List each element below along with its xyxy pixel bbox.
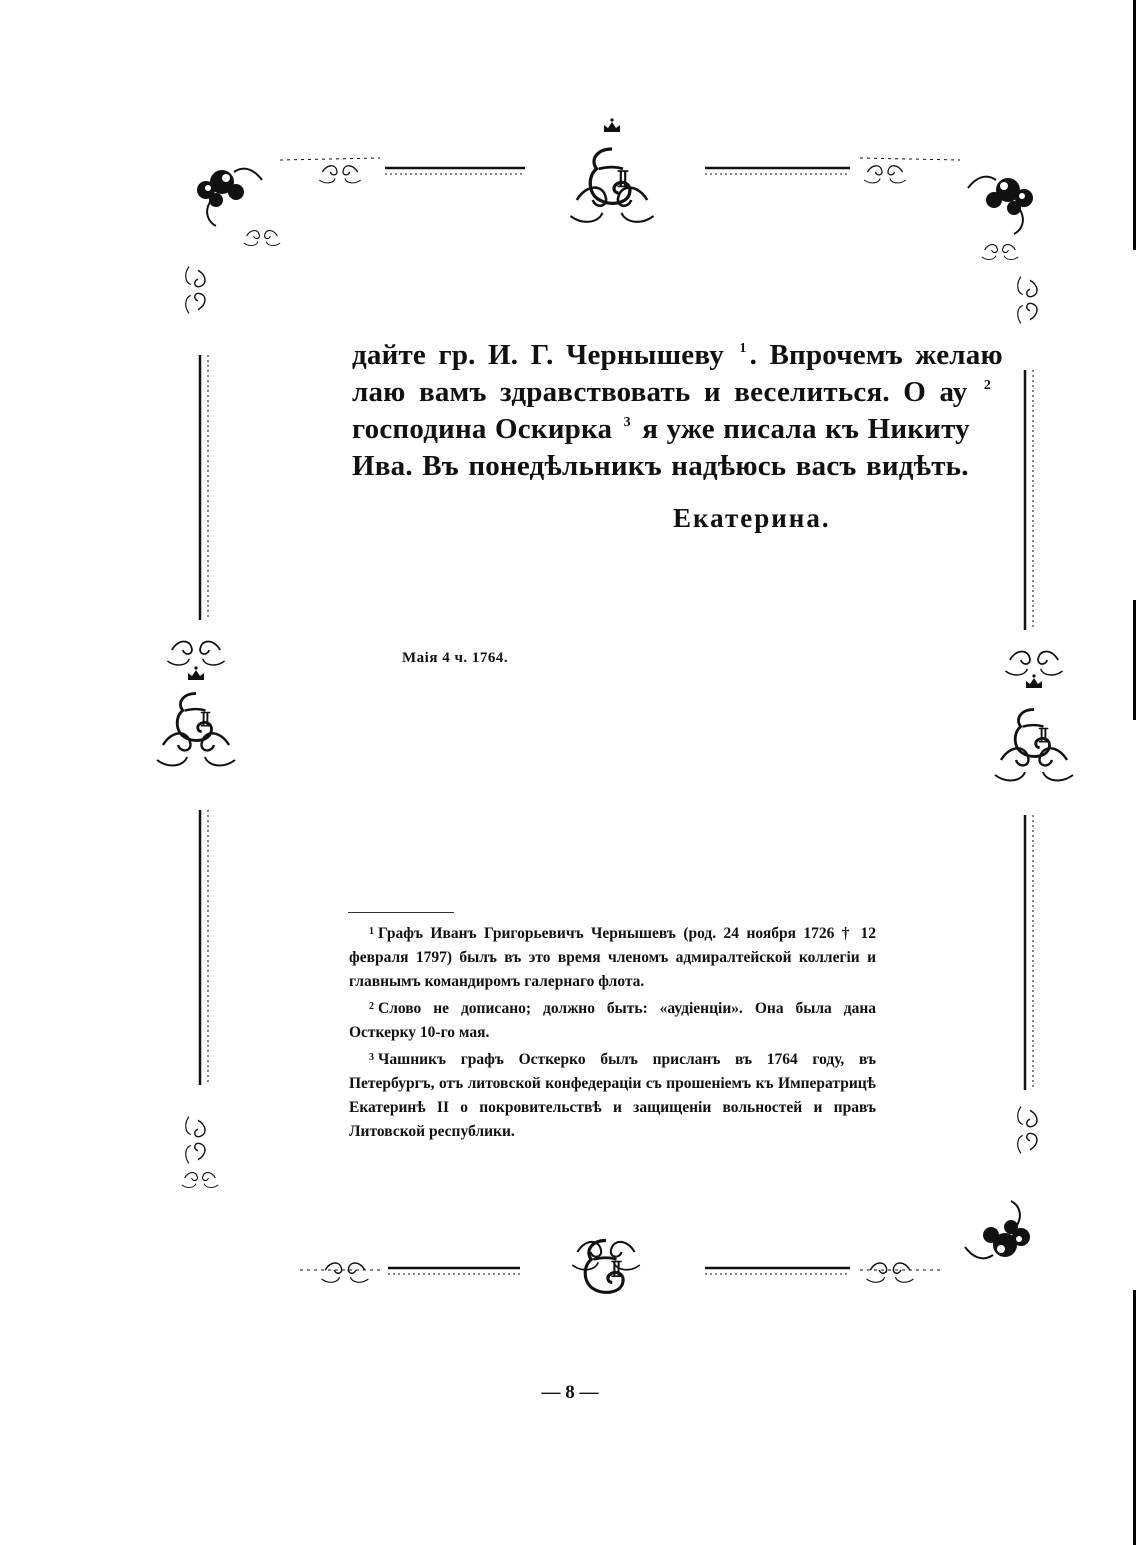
letter-text: лаю вамъ здравствовать и веселиться. О ау [352,376,981,408]
footnote-ref: 3 [623,415,631,430]
right-border [995,277,1073,1154]
footnote-text: Чашникъ графъ Осткерко былъ присланъ въ 1764 году, въ Петербургъ, отъ литовской конфедераціи съ прошеніемъ къ Императрицѣ Екатеринѣ II о покровительствѣ и защищеніи вольностей и правъ Литовской республики. [349,1051,876,1140]
footnotes [349,922,876,1147]
letter-line [352,337,1003,374]
letter-line [352,374,992,411]
flourish-icon [965,1201,1030,1258]
page-number: — 8 — [541,1382,599,1403]
crown-icon [1026,674,1042,688]
footnote-marker: 3 [369,1052,374,1063]
monogram-icon [590,149,630,203]
crown-icon [604,118,620,132]
letter-date: Маія 4 ч. 1764. [402,650,509,666]
crown-icon [188,666,204,680]
letter-text: дайте гр. И. Г. Чернышеву [352,339,737,371]
footnote-divider [348,912,454,913]
letter-body [352,337,1003,485]
left-border [157,267,235,1164]
letter-text: господина Оскирка [352,413,621,445]
footnote-text: Графъ Иванъ Григорьевичъ Чернышевъ (род. 24 ноября 1726 † 12 февраля 1797) былъ въ это время членомъ адмиралтейской коллегіи и главнымъ командиромъ галернаго флота. [349,925,876,990]
footnote-text: Слово не дописано; должно быть: «аудіенціи». Она была дана Осткерку 10-го мая. [349,1000,876,1041]
top-border [280,118,960,221]
footnote-marker: 1 [369,926,374,937]
flourish-icon [197,169,262,226]
letter-text: Ива. Въ понедѣльникъ надѣюсь васъ видѣть. [352,450,969,482]
signature: Екатерина. [673,503,831,533]
footnote [349,1048,876,1144]
letter-text: я уже писала къ Никиту [633,413,970,445]
flourish-icon [968,177,1033,234]
footnote-marker: 2 [369,1001,374,1012]
bottom-border [300,1241,940,1293]
footnote [349,997,876,1045]
footnote [349,922,876,994]
letter-line [352,411,970,448]
footnote-ref: 1 [739,341,747,356]
letter-text: . Впрочемъ желаю [749,339,1003,371]
letter-line [352,448,969,485]
footnote-ref: 2 [983,378,992,393]
